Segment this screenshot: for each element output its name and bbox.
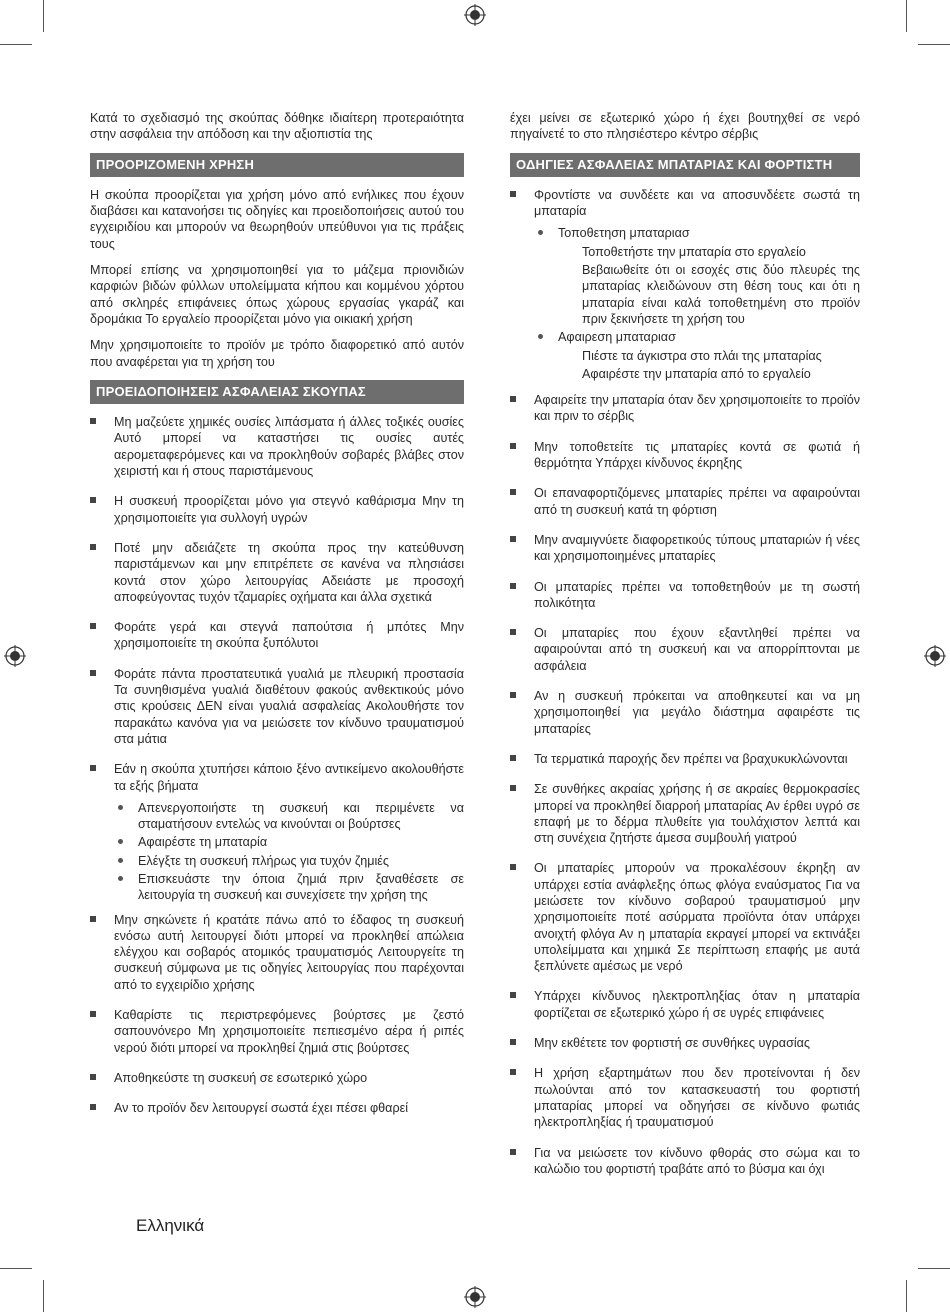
square-bullet-icon (510, 536, 516, 542)
list-item-text: Οι μπαταρίες μπορούν να προκαλέσουν έκρηξη αν υπάρχει εστία ανάφλεξης όπως φλόγα εναύσματος Για να μειώσετε τον κίνδυνο σοβαρού τραυματισμού μην χρησιμοποιείτε ποτέ ασύρματα προϊόντα όταν υπάρχει ανοιχτή φλόγα Αν η μπαταρία εκραγεί μπορεί να εκτινάξει υπολείμματα και χημικά Σε περίπτωση επαφής με αυτά ξεπλύνετε αμέσως με νερό (534, 861, 860, 974)
square-bullet-icon (510, 785, 516, 791)
list-item-text: Μην αναμιγνύετε διαφορετικούς τύπους μπαταριών ή νέες και χρησιμοποιημένες μπαταρίες (534, 532, 860, 564)
procedure-item (534, 329, 860, 345)
section-heading-battery-safety: ΟΔΗΓΙΕΣ ΑΣΦΑΛΕΙΑΣ ΜΠΑΤΑΡΙΑΣ ΚΑΙ ΦΟΡΤΙΣΤΗ (510, 153, 860, 177)
square-bullet-icon (510, 864, 516, 870)
list-item-text: Εάν η σκούπα χτυπήσει κάποιο ξένο αντικείμενο ακολουθήστε τα εξής βήματα (114, 762, 464, 793)
step-text: Ελέγξτε τη συσκευή πλήρως για τυχόν ζημιές (138, 853, 389, 868)
square-bullet-icon (510, 992, 516, 998)
square-bullet-icon (510, 629, 516, 635)
list-item (510, 751, 860, 767)
list-item (510, 439, 860, 472)
square-bullet-icon (90, 765, 96, 771)
list-item (510, 625, 860, 674)
list-item-text: Φοράτε γερά και στεγνά παπούτσια ή μπότες Μην χρησιμοποιείτε τη σκούπα ξυπόλυτοι (114, 620, 464, 651)
crop-mark (906, 0, 907, 32)
square-bullet-icon (510, 1069, 516, 1075)
square-bullet-icon (510, 583, 516, 589)
registration-mark-icon (924, 645, 946, 667)
square-bullet-icon (90, 497, 96, 503)
square-bullet-icon (510, 191, 516, 197)
list-item-text: Τα τερματικά παροχής δεν πρέπει να βραχυκυκλώνονται (534, 751, 848, 766)
crop-mark (918, 44, 950, 45)
list-item-text: Αν η συσκευή πρόκειται να αποθηκευτεί και να μη χρησιμοποιηθεί για μεγάλο διάστημα αφαιρέστε τις μπαταρίες (534, 689, 860, 736)
step-item (114, 800, 464, 833)
list-item-text: Αν το προϊόν δεν λειτουργεί σωστά έχει πέσει φθαρεί (114, 1101, 409, 1116)
section-heading-vacuum-warnings: ΠΡΟΕΙΔΟΠΟΙΗΣΕΙΣ ΑΣΦΑΛΕΙΑΣ ΣΚΟΥΠΑΣ (90, 380, 464, 404)
list-item-text: Μην σηκώνετε ή κρατάτε πάνω από το έδαφος τη συσκευή ενόσω αυτή λειτουργεί διότι μπορεί να προκληθεί απώλεια ελέγχου και σοβαρός ατομικός τραυματισμός Λειτουργείτε τη συσκευή σύμφωνα με τις οδηγίες λειτουργίας που παρέχονται από το εγχειρίδιο χρήσης (114, 912, 464, 992)
crop-mark (43, 1280, 44, 1312)
step-item (114, 871, 464, 904)
round-bullet-icon (538, 230, 543, 235)
list-item-text: Μη μαζεύετε χημικές ουσίες λιπάσματα ή άλλες τοξικές ουσίες Αυτό μπορεί να καταστήσει τις ουσίες αυτές αερομεταφερόμενες και να προκληθούν σοβαρές βλάβες στον χειριστή και ή στους παριστάμενους (114, 415, 464, 479)
list-item (510, 579, 860, 612)
procedure-line: Αφαιρέστε την μπαταρία από το εργαλείο (582, 366, 811, 381)
list-item-text: Αφαιρείτε την μπαταρία όταν δεν χρησιμοποιείτε το προϊόν και πριν το σέρβις (534, 393, 860, 424)
square-bullet-icon (90, 916, 96, 922)
step-item (114, 834, 464, 850)
list-item-text: Οι μπαταρίες που έχουν εξαντληθεί πρέπει να αφαιρούνται από τη συσκευή και να απορρίπτονται με ασφάλεια (534, 626, 860, 673)
list-item (90, 761, 464, 903)
crop-mark (0, 1268, 32, 1269)
list-item (90, 540, 464, 605)
square-bullet-icon (510, 396, 516, 402)
procedure-line: Βεβαιωθείτε ότι οι εσοχές στις δύο πλευρές της μπαταρίας κλειδώνουν στη θέση τους και ότι η μπαταρία είναι καλά τοποθετημένη στο προϊόν πριν ξεκινήσετε τη χρήση του (582, 263, 860, 326)
list-item-text: Η χρήση εξαρτημάτων που δεν προτείνονται ή δεν πωλούνται από τον κατασκευαστή του φορτιστή μπαταρίας μπορεί να οδηγήσει σε κίνδυνο φωτιάς ηλεκτροπληξίας ή τραυματισμού (534, 1066, 860, 1130)
continuation-paragraph: έχει μείνει σε εξωτερικό χώρο ή έχει βουτηχθεί σε νερό πηγαίνετέ το στο πλησιέστερο κέντρο σέρβις (510, 111, 860, 142)
list-item (510, 1145, 860, 1178)
list-item-text: Αποθηκεύστε τη συσκευή σε εσωτερικό χώρο (114, 1070, 368, 1085)
crop-mark (43, 0, 44, 32)
left-column (90, 110, 464, 1131)
step-text: Απενεργοποιήστε τη συσκευή και περιμένετε να σταματήσουν εντελώς να κινούνται οι βούρτσες (138, 800, 464, 832)
square-bullet-icon (510, 443, 516, 449)
procedure-line: Τοποθετήστε την μπαταρία στο εργαλείο (582, 244, 806, 259)
list-item (510, 532, 860, 565)
square-bullet-icon (90, 1011, 96, 1017)
square-bullet-icon (90, 1074, 96, 1080)
right-column (510, 110, 860, 1191)
paragraph: Μην χρησιμοποιείτε το προϊόν με τρόπο διαφορετικό από αυτόν που αναφέρεται για τη χρήση του (90, 338, 464, 369)
square-bullet-icon (510, 1039, 516, 1045)
procedure-title: Τοποθετηση μπαταριασ (558, 226, 690, 241)
step-item (114, 853, 464, 869)
square-bullet-icon (510, 692, 516, 698)
list-item (510, 1035, 860, 1051)
step-text: Αφαιρέστε τη μπαταρία (138, 835, 268, 850)
list-item (510, 1065, 860, 1130)
list-item-text: Ποτέ μην αδειάζετε τη σκούπα προς την κατεύθυνση παριστάμενων και μην επιτρέπετε σε κανένα να πλησιάσει κοντά στον χώρο λειτουργίας Αδειάστε με προσοχή αποφεύγοντας τυχόν τζαμαρίες οχήματα και άλλα σχετικά (114, 540, 464, 604)
list-item (90, 912, 464, 993)
list-item-text: Σε συνθήκες ακραίας χρήσης ή σε ακραίες θερμοκρασίες μπορεί να προκληθεί διαρροή μπαταρίας Αν έρθει υγρό σε επαφή με το δέρμα πλυθείτε για τουλάχιστον λεπτά και στη συνέχεια ζητήστε άμεσα συμβουλή γιατρού (534, 782, 860, 846)
round-bullet-icon (538, 334, 543, 339)
procedure-title: Αφαιρεση μπαταριασ (558, 330, 676, 345)
list-item-text: Η συσκευή προορίζεται μόνο για στεγνό καθάρισμα Μην τη χρησιμοποιείτε για συλλογή υγρών (114, 494, 464, 525)
list-item (90, 1100, 464, 1116)
paragraph: Η σκούπα προορίζεται για χρήση μόνο από ενήλικες που έχουν διαβάσει και κατανοήσει τις οδηγίες και προειδοποιήσεις αυτού του εγχειριδίου και μπορούν να θεωρηθούν υπεύθυνοι για τις πράξεις τους (90, 187, 464, 251)
list-item (510, 781, 860, 846)
list-item (510, 187, 860, 382)
section-heading-intended-use: ΠΡΟΟΡΙΖΟΜΕΝΗ ΧΡΗΣΗ (90, 153, 464, 177)
square-bullet-icon (90, 670, 96, 676)
list-item (510, 485, 860, 518)
list-item-text: Καθαρίστε τις περιστρεφόμενες βούρτσες με ζεστό σαπουνόνερο Μη χρησιμοποιείτε πεπιεσμένο αέρα ή ριπές νερού διότι μπορεί να προκληθεί ζημιά στις βούρτσες (114, 1008, 464, 1055)
crop-mark (0, 44, 32, 45)
step-list (114, 800, 464, 904)
crop-mark (906, 1280, 907, 1312)
list-item (510, 688, 860, 737)
square-bullet-icon (90, 1104, 96, 1110)
list-item (90, 493, 464, 526)
round-bullet-icon (118, 805, 123, 810)
list-item-text: Φροντίστε να συνδέετε και να αποσυνδέετε σωστά τη μπαταρία (534, 187, 860, 219)
round-bullet-icon (118, 876, 123, 881)
list-item (90, 666, 464, 747)
list-item (90, 1070, 464, 1086)
list-item-text: Οι μπαταρίες πρέπει να τοποθετηθούν με τη σωστή πολικότητα (534, 579, 860, 610)
round-bullet-icon (118, 839, 123, 844)
list-item-text: Φοράτε πάντα προστατευτικά γυαλιά με πλευρική προστασία Τα συνηθισμένα γυαλιά διαθέτουν φακούς ανθεκτικούς μόνο στις κρούσεις ΔΕΝ είναι γυαλιά ασφαλείας Ακολουθήστε τον παρακάτω κανόνα για να μειώσετε τον κίνδυνο τραυματισμού στα μάτια (114, 666, 464, 746)
intro-paragraph: Κατά το σχεδιασμό της σκούπας δόθηκε ιδιαίτερη προτεραιότητα στην ασφάλεια την απόδοση και την αξιοπιστία της (90, 111, 464, 142)
square-bullet-icon (90, 418, 96, 424)
list-item-text: Υπάρχει κίνδυνος ηλεκτροπληξίας όταν η μπαταρία φορτίζεται σε εξωτερικό χώρο ή σε υγρές επιφάνειες (534, 989, 860, 1020)
square-bullet-icon (90, 623, 96, 629)
list-item (510, 392, 860, 425)
procedure-item (534, 225, 860, 241)
registration-mark-icon (4, 645, 26, 667)
list-item (510, 988, 860, 1021)
step-text: Επισκευάστε την όποια ζημιά πριν ξαναθέσετε σε λειτουργία τη συσκευή και συνεχίσετε την χρήση της (138, 871, 464, 903)
list-item-text: Μην τοποθετείτε τις μπαταρίες κοντά σε φωτιά ή θερμότητα Υπάρχει κίνδυνος έκρηξης (534, 439, 860, 471)
square-bullet-icon (510, 489, 516, 495)
list-item (90, 1007, 464, 1056)
round-bullet-icon (118, 858, 123, 863)
list-item (90, 619, 464, 652)
battery-procedure-list (534, 225, 860, 382)
list-item-text: Για να μειώσετε τον κίνδυνο φθοράς στο σώμα και το καλώδιο του φορτιστή τραβάτε από το βύσμα και όχι (534, 1145, 860, 1176)
square-bullet-icon (90, 544, 96, 550)
registration-mark-icon (464, 4, 486, 26)
square-bullet-icon (510, 755, 516, 761)
crop-mark (918, 1268, 950, 1269)
square-bullet-icon (510, 1149, 516, 1155)
list-item-text: Μην εκθέτετε τον φορτιστή σε συνθήκες υγρασίας (534, 1036, 810, 1051)
list-item-text: Οι επαναφορτιζόμενες μπαταρίες πρέπει να αφαιρούνται από τη συσκευή κατά τη φόρτιση (534, 486, 860, 517)
page-language-label: Ελληνικά (136, 1216, 205, 1235)
list-item (510, 860, 860, 974)
registration-mark-icon (464, 1286, 486, 1308)
list-item (90, 414, 464, 479)
procedure-line: Πιέστε τα άγκιστρα στο πλάι της μπαταρίας (582, 348, 822, 363)
paragraph: Μπορεί επίσης να χρησιμοποιηθεί για το μάζεμα πριονιδιών καρφιών βιδών φύλλων υπολείμματα κήπου και κομμένου χόρτου από σκληρές επιφάνειες όπως χώρους εργασίας γκαράζ και δρομάκια Το εργαλείο προορίζεται μόνο για οικιακή χρήση (90, 263, 464, 326)
